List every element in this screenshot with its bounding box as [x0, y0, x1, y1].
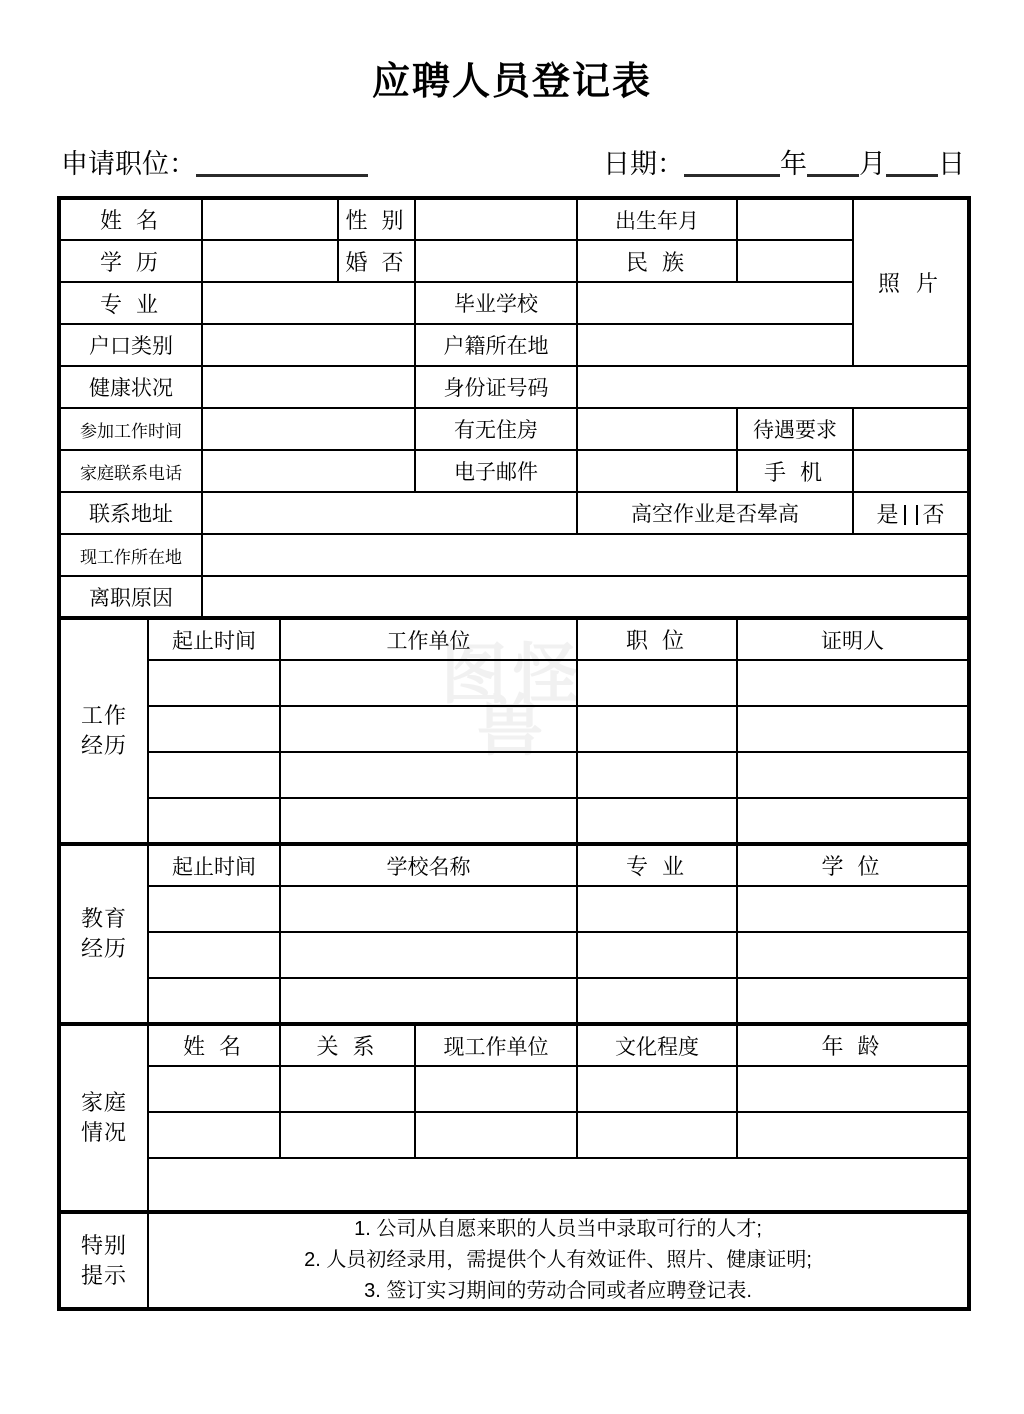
work-position-value[interactable] [577, 752, 737, 798]
graduation-school-label: 毕业学校 [415, 282, 577, 324]
edu-school-value[interactable] [280, 886, 577, 932]
edu-col-major: 专 业 [577, 844, 737, 886]
edu-col-period: 起止时间 [148, 844, 280, 886]
address-value[interactable] [202, 492, 577, 534]
housing-label: 有无住房 [415, 408, 577, 450]
hukou-type-label: 户口类别 [59, 324, 202, 366]
edu-period-value[interactable] [148, 886, 280, 932]
date-field [603, 144, 965, 184]
family-header-row [59, 1024, 969, 1066]
graduation-school-value[interactable] [577, 282, 853, 324]
work-col-company: 工作单位 [280, 618, 577, 660]
family-col-age: 年 龄 [737, 1024, 969, 1066]
work-experience-row [59, 752, 969, 798]
applied-position-label: 申请职位： [61, 149, 196, 179]
checkbox-bar-left-icon [904, 505, 906, 525]
row-name-gender-birth [59, 198, 969, 240]
address-label: 联系地址 [59, 492, 202, 534]
work-experience-label-line2: 经历 [80, 733, 127, 758]
row-current-workplace [59, 534, 969, 576]
education-row [59, 978, 969, 1024]
name-value[interactable] [202, 198, 338, 240]
watermark-line-1: 图怪 [441, 637, 585, 711]
education-section-label [59, 844, 148, 1024]
work-experience-row [59, 660, 969, 706]
edu-col-degree: 学 位 [737, 844, 969, 886]
education-label-line2: 经历 [80, 936, 127, 961]
family-label-line1: 家庭 [80, 1090, 127, 1115]
acrophobia-label: 高空作业是否晕高 [577, 492, 853, 534]
work-position-value[interactable] [577, 660, 737, 706]
family-section-label [59, 1024, 148, 1212]
birth-label: 出生年月 [577, 198, 737, 240]
education-header-row [59, 844, 969, 886]
notes-content [148, 1212, 969, 1309]
notes-line-2: 2. 人员初经录用，需提供个人有效证件、照片、健康证明; [304, 1249, 812, 1271]
work-reference-value[interactable] [737, 706, 969, 752]
row-education-marital-ethnicity [59, 240, 969, 282]
application-form-table [57, 196, 971, 1311]
work-period-value[interactable] [148, 798, 280, 844]
email-label: 电子邮件 [415, 450, 577, 492]
work-reference-value[interactable] [737, 798, 969, 844]
salary-expectation-label: 待遇要求 [737, 408, 853, 450]
header-meta-row [57, 144, 965, 184]
family-row [59, 1066, 969, 1112]
gender-label: 性 别 [338, 198, 415, 240]
notes-line-3: 3. 签订实习期间的劳动合同或者应聘登记表. [364, 1280, 752, 1302]
family-education-value[interactable] [577, 1112, 737, 1158]
date-month-unit: 月 [859, 149, 886, 179]
family-relation-value[interactable] [280, 1066, 415, 1112]
education-row [59, 932, 969, 978]
family-extra-value[interactable] [148, 1158, 969, 1212]
notes-section-label [59, 1212, 148, 1309]
family-name-value[interactable] [148, 1112, 280, 1158]
edu-degree-value[interactable] [737, 978, 969, 1024]
row-address-acrophobia [59, 492, 969, 534]
education-label-line1: 教育 [80, 906, 127, 931]
edu-period-value[interactable] [148, 978, 280, 1024]
work-experience-row [59, 798, 969, 844]
email-value[interactable] [577, 450, 737, 492]
home-phone-label: 家庭联系电话 [59, 450, 202, 492]
home-phone-value[interactable] [202, 450, 415, 492]
work-company-value[interactable] [280, 752, 577, 798]
family-name-value[interactable] [148, 1066, 280, 1112]
hukou-place-value[interactable] [577, 324, 853, 366]
edu-major-value[interactable] [577, 978, 737, 1024]
id-number-label: 身份证号码 [415, 366, 577, 408]
notes-line-1: 1. 公司从自愿来职的人员当中录取可行的人才; [354, 1218, 762, 1240]
salary-expectation-value[interactable] [853, 408, 969, 450]
work-company-value[interactable] [280, 706, 577, 752]
family-label-line2: 情况 [80, 1120, 127, 1145]
marital-label: 婚 否 [338, 240, 415, 282]
work-period-value[interactable] [148, 752, 280, 798]
edu-school-value[interactable] [280, 932, 577, 978]
family-education-value[interactable] [577, 1066, 737, 1112]
notes-row [59, 1212, 969, 1309]
notes-label-line2: 提示 [80, 1262, 127, 1288]
id-number-value[interactable] [577, 366, 969, 408]
current-workplace-label: 现工作所在地 [59, 534, 202, 576]
work-start-value[interactable] [202, 408, 415, 450]
education-value[interactable] [202, 240, 338, 282]
notes-label-line1: 特别 [80, 1232, 127, 1258]
major-value[interactable] [202, 282, 415, 324]
work-experience-row [59, 706, 969, 752]
ethnicity-label: 民 族 [577, 240, 737, 282]
work-company-value[interactable] [280, 798, 577, 844]
row-hukou [59, 324, 969, 366]
work-position-value[interactable] [577, 798, 737, 844]
health-value[interactable] [202, 366, 415, 408]
family-extra-row [59, 1158, 969, 1212]
acrophobia-choice[interactable] [853, 492, 969, 534]
marital-value[interactable] [415, 240, 577, 282]
name-label: 姓 名 [59, 198, 202, 240]
photo-placeholder[interactable]: 照 片 [853, 198, 969, 366]
family-workplace-value[interactable] [415, 1112, 577, 1158]
family-relation-value[interactable] [280, 1112, 415, 1158]
edu-col-school: 学校名称 [280, 844, 577, 886]
watermark-line-2: 兽 [477, 689, 549, 763]
family-row [59, 1112, 969, 1158]
work-experience-header-row [59, 618, 969, 660]
work-period-value[interactable] [148, 706, 280, 752]
family-age-value[interactable] [737, 1066, 969, 1112]
work-col-position: 职 位 [577, 618, 737, 660]
work-start-label: 参加工作时间 [59, 408, 202, 450]
edu-major-value[interactable] [577, 932, 737, 978]
family-workplace-value[interactable] [415, 1066, 577, 1112]
row-major-school [59, 282, 969, 324]
work-position-value[interactable] [577, 706, 737, 752]
row-health-id [59, 366, 969, 408]
edu-school-value[interactable] [280, 978, 577, 1024]
leave-reason-label: 离职原因 [59, 576, 202, 618]
row-leave-reason [59, 576, 969, 618]
housing-value[interactable] [577, 408, 737, 450]
work-reference-value[interactable] [737, 660, 969, 706]
edu-degree-value[interactable] [737, 932, 969, 978]
date-day-unit: 日 [938, 149, 965, 179]
page-title: 应聘人员登记表 [371, 61, 652, 103]
hukou-place-label: 户籍所在地 [415, 324, 577, 366]
acrophobia-no-label[interactable]: 否 [922, 501, 945, 527]
edu-major-value[interactable] [577, 886, 737, 932]
leave-reason-value[interactable] [202, 576, 969, 618]
current-workplace-value[interactable] [202, 534, 969, 576]
major-label: 专 业 [59, 282, 202, 324]
family-col-workplace: 现工作单位 [415, 1024, 577, 1066]
health-label: 健康状况 [59, 366, 202, 408]
work-col-period: 起止时间 [148, 618, 280, 660]
date-label: 日期： [603, 149, 684, 179]
edu-degree-value[interactable] [737, 886, 969, 932]
date-month-blank[interactable] [807, 174, 859, 177]
ethnicity-value[interactable] [737, 240, 853, 282]
work-period-value[interactable] [148, 660, 280, 706]
row-phone-email-mobile [59, 450, 969, 492]
gender-value[interactable] [415, 198, 577, 240]
checkbox-bar-right-icon [916, 505, 918, 525]
edu-period-value[interactable] [148, 932, 280, 978]
work-col-reference: 证明人 [737, 618, 969, 660]
education-row [59, 886, 969, 932]
applied-position-blank[interactable] [196, 174, 368, 177]
family-col-name: 姓 名 [148, 1024, 280, 1066]
birth-value[interactable] [737, 198, 853, 240]
family-age-value[interactable] [737, 1112, 969, 1158]
acrophobia-yes-label[interactable]: 是 [876, 501, 899, 527]
date-year-blank[interactable] [684, 174, 780, 177]
date-year-unit: 年 [780, 149, 807, 179]
family-col-education: 文化程度 [577, 1024, 737, 1066]
hukou-type-value[interactable] [202, 324, 415, 366]
row-workstart-housing-salary [59, 408, 969, 450]
work-reference-value[interactable] [737, 752, 969, 798]
work-experience-section-label [59, 618, 148, 844]
mobile-value[interactable] [853, 450, 969, 492]
work-experience-label-line1: 工作 [80, 703, 127, 728]
family-col-relation: 关 系 [280, 1024, 415, 1066]
work-company-value[interactable] [280, 660, 577, 706]
education-label: 学 历 [59, 240, 202, 282]
date-day-blank[interactable] [886, 174, 938, 177]
applied-position-field [61, 144, 368, 184]
mobile-label: 手 机 [737, 450, 853, 492]
